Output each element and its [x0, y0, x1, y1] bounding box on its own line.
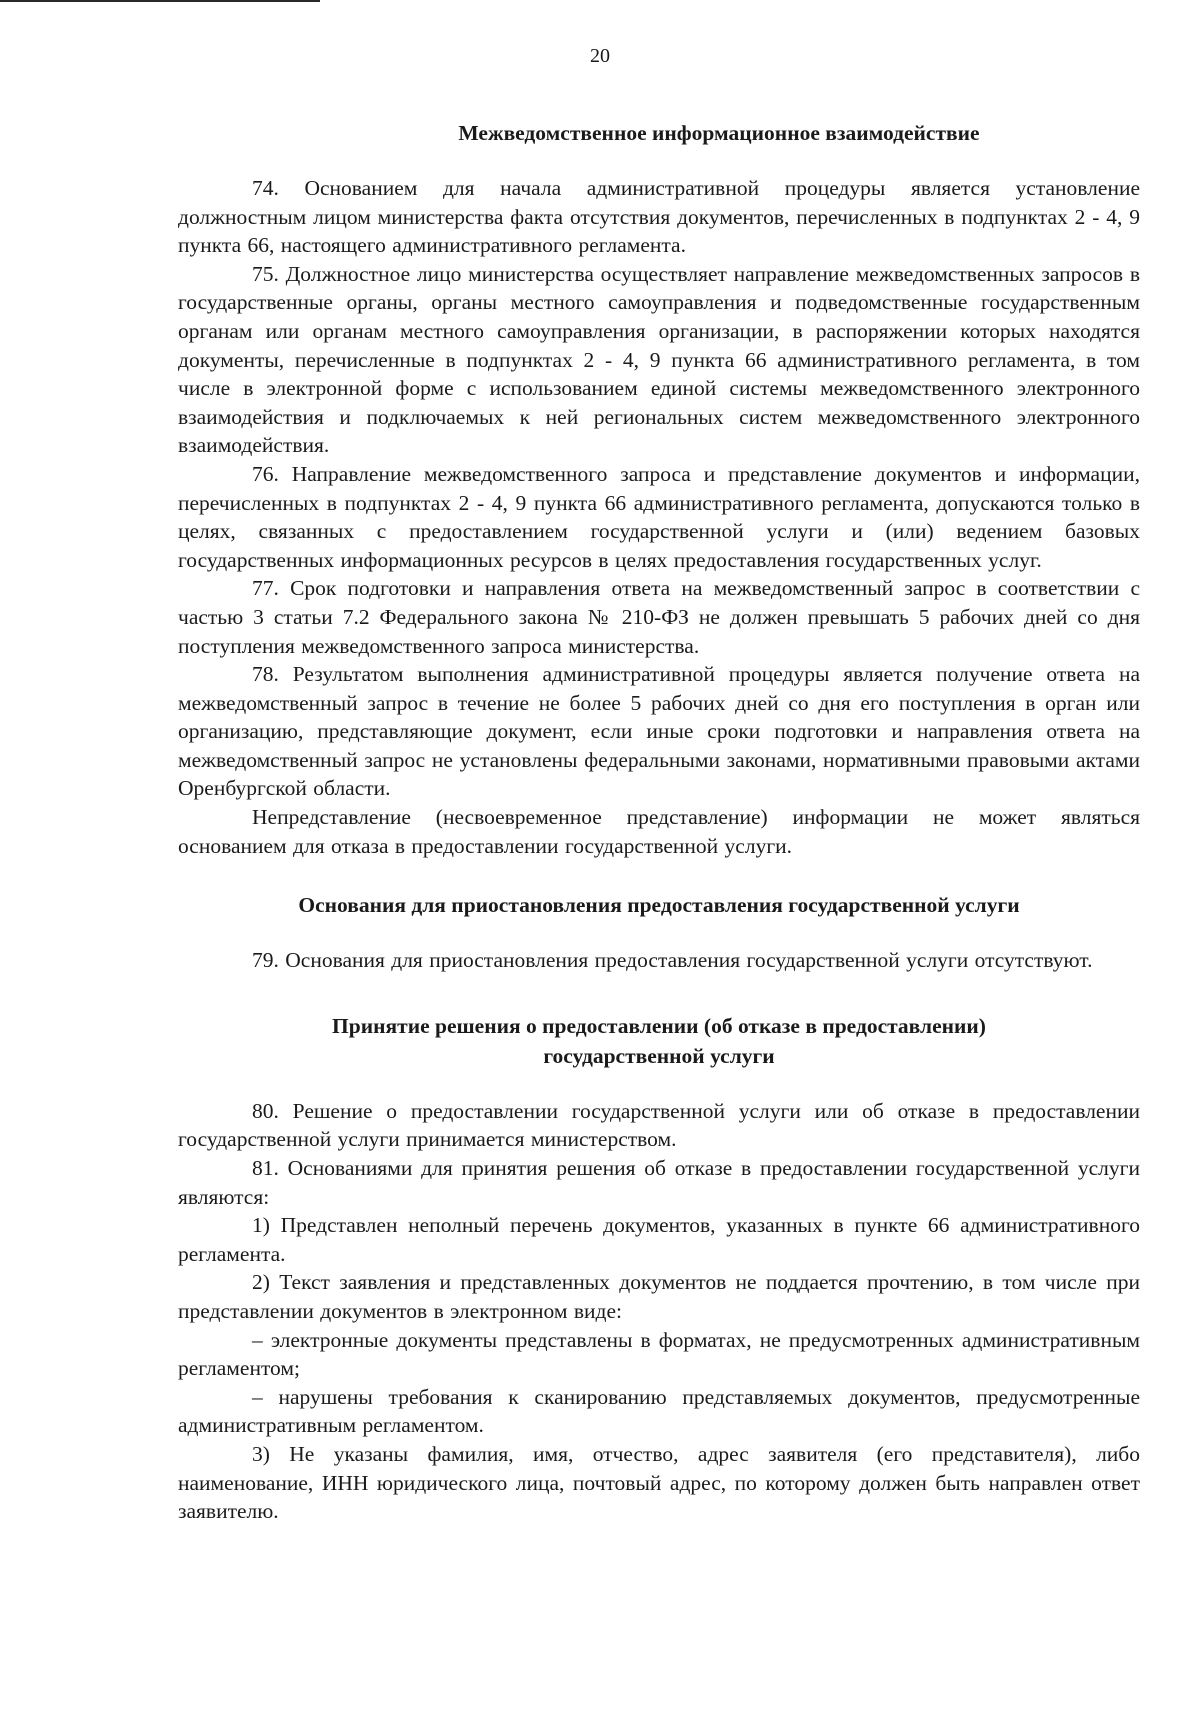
section-heading-decision-line2: государственной услуги — [543, 1043, 775, 1068]
section-heading-decision — [178, 1011, 1140, 1071]
list-item-1: 1) Представлен неполный перечень документов, указанных в пункте 66 административного регламента. — [178, 1213, 1140, 1266]
paragraph-79: 79. Основания для приостановления предоставления государственной услуги отсутствуют. — [252, 948, 1093, 973]
paragraph-76: 76. Направление межведомственного запроса и представление документов и информации, перечисленных в подпунктах 2 - 4, 9 пункта 66 административного регламента, допускаются только в целях, связанных с предоставлением государственной услуги и (или) ведением базовых государственных информационных ресурсов в целях предоставления государственных услуг. — [178, 461, 1140, 572]
list-subitem-formats: – электронные документы представлены в форматах, не предусмотренных административным регламентом; — [178, 1327, 1140, 1381]
document-body — [178, 118, 1140, 1526]
list-item-3: 3) Не указаны фамилия, имя, отчество, адрес заявителя (его представителя), либо наименование, ИНН юридического лица, почтовый адрес, по которому должен быть направлен ответ заявителю. — [178, 1441, 1140, 1524]
paragraph-78: 78. Результатом выполнения административной процедуры является получение ответа на межведомственный запрос в течение не более 5 рабочих дней со дня его поступления в орган или организацию, представляющие документ, если иные сроки подготовки и направления ответа на межведомственный запрос не установлены федеральными законами, нормативными правовыми актами Оренбургской области. — [178, 662, 1140, 801]
section-heading-suspension: Основания для приостановления предоставления государственной услуги — [298, 893, 1020, 918]
paragraph-80: 80. Решение о предоставлении государственной услуги или об отказе в предоставлении государственной услуги принимается министерством. — [178, 1098, 1140, 1152]
paragraph-74: 74. Основанием для начала административной процедуры является установление должностным лицом министерства факта отсутствия документов, перечисленных в подпунктах 2 - 4, 9 пункта 66, настоящего административного регламента. — [178, 176, 1140, 258]
paragraph-non-submission: Непредставление (несвоевременное представление) информации не может являться основанием для отказа в предоставлении государственной услуги. — [178, 805, 1140, 858]
list-item-2: 2) Текст заявления и представленных документов не поддается прочтению, в том числе при представлении документов в электронном виде: — [178, 1270, 1140, 1323]
paragraph-81: 81. Основаниями для принятия решения об отказе в предоставлении государственной услуги являются: — [178, 1156, 1140, 1209]
section-heading-decision-line1: Принятие решения о предоставлении (об отказе в предоставлении) — [332, 1013, 986, 1038]
page-number: 20 — [590, 45, 610, 67]
paragraph-75: 75. Должностное лицо министерства осуществляет направление межведомственных запросов в государственные органы, органы местного самоуправления и подведомственные государственным органам или органам местного самоуправления организации, в распоряжении которых находятся документы, перечисленные в подпунктах 2 - 4, 9 пункта 66 административного регламента, в том числе в электронной форме с использованием единой системы межведомственного электронного взаимодействия и подключаемых к ней региональных систем межведомственного электронного взаимодействия. — [178, 261, 1140, 458]
section-heading-interagency: Межведомственное информационное взаимодействие — [458, 121, 980, 145]
list-subitem-scanning: – нарушены требования к сканированию представляемых документов, предусмотренные административным регламентом. — [178, 1384, 1140, 1438]
scan-edge-mark — [0, 0, 320, 2]
paragraph-77: 77. Срок подготовки и направления ответа на межведомственный запрос в соответствии с частью 3 статьи 7.2 Федерального закона № 210-ФЗ не должен превышать 5 рабочих дней со дня поступления межведомственного запроса министерства. — [178, 576, 1140, 658]
